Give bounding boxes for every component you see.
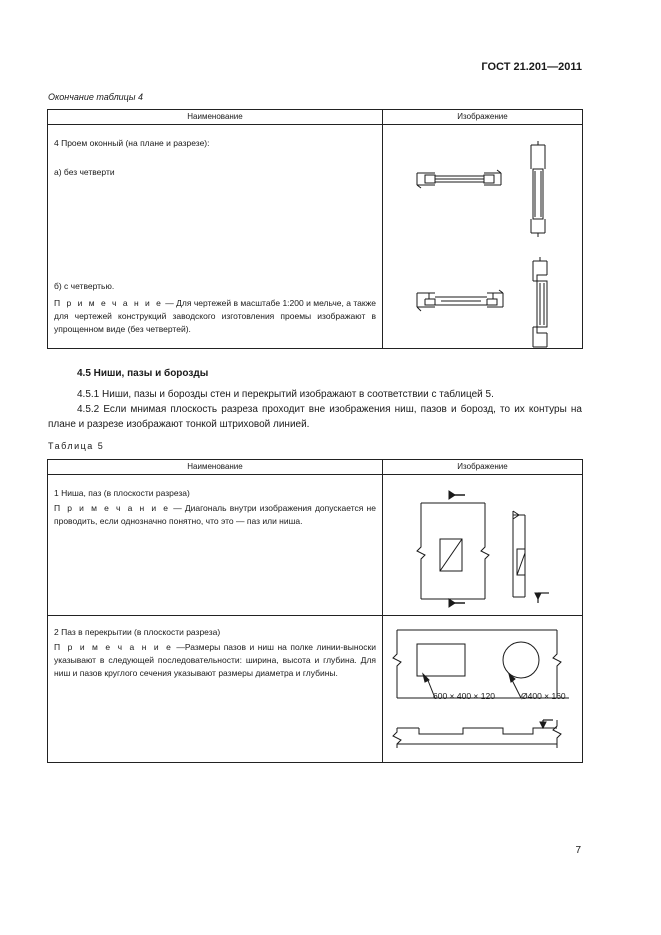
table4-note: [54, 297, 376, 336]
table5-header-name: Наименование: [48, 460, 383, 475]
slab-groove-drawing: [383, 616, 583, 762]
paragraph-4-5-1: 4.5.1 Ниши, пазы и борозды стен и перекрытий изображают в соответствии с таблицей 5.: [77, 389, 494, 400]
table5-row2-name-cell: [48, 616, 383, 763]
paragraph-4-5-2: 4.5.2 Если мнимая плоскость разреза проходит вне изображения ниш, пазов и борозд, то их контуры на плане и разрезе изображают тонкой штриховой линией.: [48, 404, 582, 430]
table4-note-label: П р и м е ч а н и е: [54, 298, 163, 308]
table4-item-b: б) с четвертью.: [54, 281, 115, 291]
table4-row-image-cell: [383, 125, 583, 349]
page-number: 7: [575, 845, 581, 856]
table5-row1-image-cell: [383, 475, 583, 616]
table5-row1-title: 1 Ниша, паз (в плоскости разреза): [54, 488, 190, 498]
table5-row2-title: 2 Паз в перекрытии (в плоскости разреза): [54, 627, 221, 637]
table5-row1-note-text: — Диагональ внутри изображения допускается не проводить, если однозначно понятно, что это — паз или ниша.: [54, 503, 376, 526]
table4-header-name: Наименование: [48, 110, 383, 125]
table5-row1-note: [54, 502, 376, 528]
table4-item-title: 4 Проем оконный (на плане и разрезе):: [54, 138, 210, 148]
section-heading: 4.5 Ниши, пазы и борозды: [77, 368, 209, 379]
dimension-label-round: Ø400 × 160: [521, 691, 566, 701]
niche-drawing: [383, 475, 583, 615]
window-rebate-drawing: [383, 125, 583, 348]
table5-header-image: Изображение: [383, 460, 583, 475]
table4-header-image: Изображение: [383, 110, 583, 125]
table-5: [47, 459, 583, 763]
table5-row2-note: [54, 641, 376, 680]
table5-row2-image-cell: [383, 616, 583, 763]
table4-item-a: а) без четверти: [54, 167, 115, 177]
table4-note-text: — Для чертежей в масштабе 1:200 и мельче, а также для чертежей конструкций заводского изготовления проемы изображают в упрощенном виде (без четвертей).: [54, 298, 376, 334]
table-continuation-caption: Окончание таблицы 4: [48, 92, 143, 102]
table5-row2-note-text: —Размеры пазов и ниш на полке линии-выноски указывают в следующей последовательности: ширина, высота и глубина. Для ниш и пазов круглого сечения указывают размеры диаметра и глубины.: [54, 642, 376, 678]
dimension-label-rectangular: 600 × 400 × 120: [433, 691, 495, 701]
table5-row1-note-label: П р и м е ч а н и е: [54, 503, 171, 513]
table5-row1-name-cell: [48, 475, 383, 616]
table-4: [47, 109, 583, 349]
document-header: ГОСТ 21.201—2011: [481, 61, 582, 73]
table5-row2-note-label: П р и м е ч а н и е: [54, 642, 173, 652]
table4-row-name-cell: [48, 125, 383, 349]
table5-label: Таблица 5: [48, 441, 105, 451]
